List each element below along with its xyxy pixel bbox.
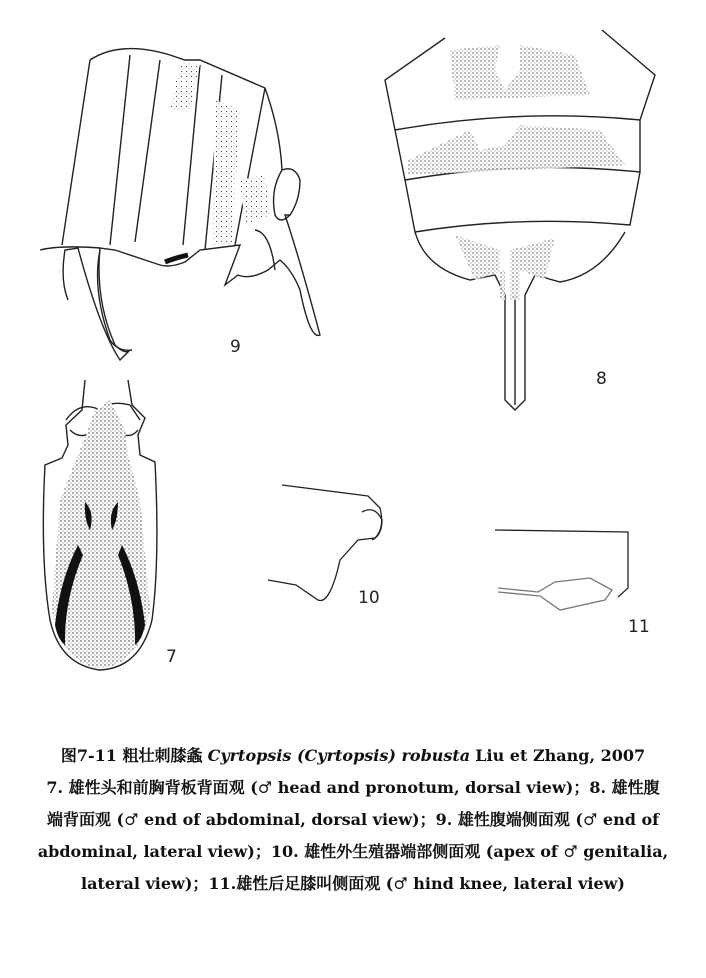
figure-11-number: 11: [628, 617, 650, 637]
caption-title-line: [30, 740, 676, 772]
caption-taxon-name: Cyrtopsis (Cyrtopsis) robusta: [207, 746, 471, 765]
figure-10-genitalia-apex: [268, 485, 382, 601]
figure-7-number: 7: [166, 647, 177, 667]
caption-line-4: abdominal, lateral view)；10. 雄性外生殖器端部侧面观 (apex of ♂ genitalia,: [37, 842, 669, 861]
figure-8-stippling: [408, 45, 625, 300]
caption-line-5: lateral view)；11.雄性后足膝叫侧面观 (♂ hind knee, lateral view): [81, 874, 625, 893]
caption-line-3: 端背面观 (♂ end of abdominal, dorsal view)；9. 雄性腹端侧面观 (♂ end of: [46, 810, 660, 829]
figure-10-number: 10: [358, 588, 380, 608]
caption-line-2: 7. 雄性头和前胸背板背面观 (♂ head and pronotum, dorsal view)；8. 雄性腹: [46, 778, 660, 797]
caption-title-prefix: 图7-11 粗壮刺膝螽: [60, 746, 203, 765]
figure-11-hind-knee: [495, 530, 628, 610]
figure-8-number: 8: [596, 369, 607, 389]
figure-caption: [30, 740, 676, 900]
figure-9-number: 9: [230, 337, 241, 357]
caption-authority: Liu et Zhang, 2007: [475, 746, 646, 765]
